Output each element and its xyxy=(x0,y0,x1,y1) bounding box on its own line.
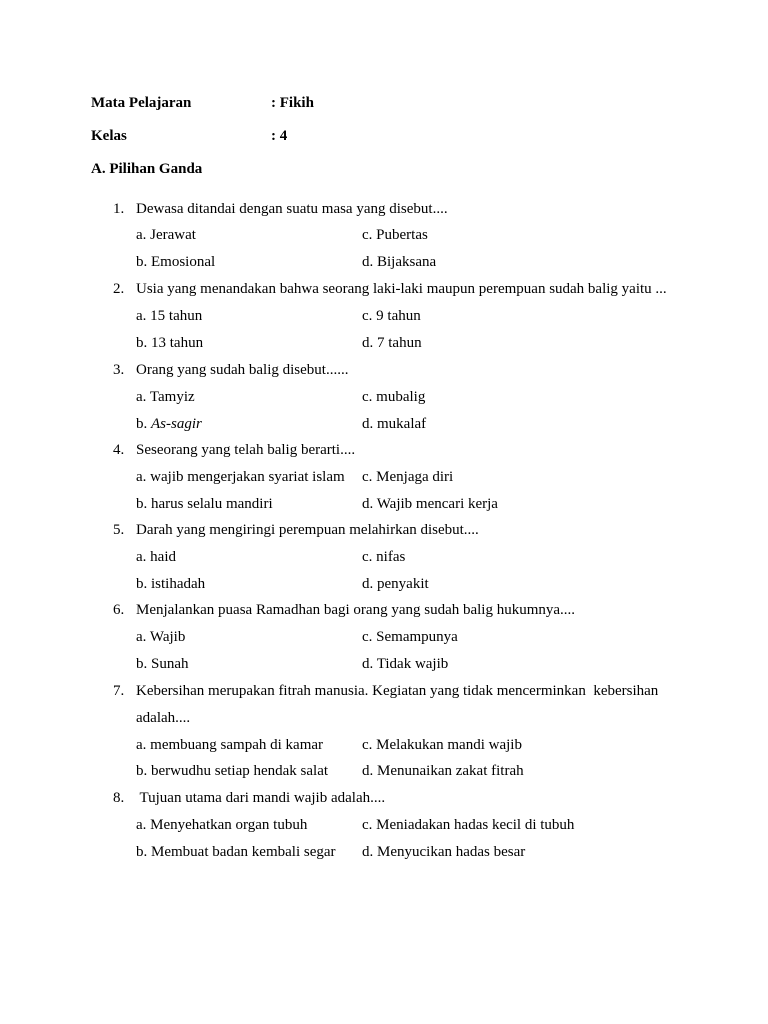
question-number: 7. xyxy=(113,683,125,699)
option-a: a. wajib mengerjakan syariat islam xyxy=(136,469,345,485)
option-c: c. 9 tahun xyxy=(362,308,421,324)
option-b: b. Membuat badan kembali segar xyxy=(136,844,336,860)
option-b xyxy=(136,415,202,433)
option-c: c. Meniadakan hadas kecil di tubuh xyxy=(362,817,575,833)
option-a: a. Jerawat xyxy=(136,227,196,243)
option-a: a. haid xyxy=(136,549,176,565)
question-text: Kebersihan merupakan fitrah manusia. Kegiatan yang tidak mencerminkan kebersihan xyxy=(136,683,659,699)
option-b: b. Sunah xyxy=(136,656,189,672)
option-a: a. membuang sampah di kamar xyxy=(136,737,324,753)
option-b: b. Emosional xyxy=(136,254,216,270)
question-text-continued: adalah.... xyxy=(136,710,191,726)
option-a: a. Tamyiz xyxy=(136,389,195,405)
option-d: d. 7 tahun xyxy=(362,335,422,351)
option-a: a. Menyehatkan organ tubuh xyxy=(136,817,308,833)
option-c: c. mubalig xyxy=(362,389,426,405)
option-b: b. 13 tahun xyxy=(136,335,204,351)
option-c: c. Pubertas xyxy=(362,227,428,243)
question-number: 4. xyxy=(113,442,125,458)
question-text: Dewasa ditandai dengan suatu masa yang disebut.... xyxy=(136,201,448,217)
option-c: c. nifas xyxy=(362,549,406,565)
class-label: Kelas xyxy=(91,128,127,144)
question-text: Tujuan utama dari mandi wajib adalah.... xyxy=(136,790,386,806)
option-a: a. 15 tahun xyxy=(136,308,203,324)
question-text: Orang yang sudah balig disebut...... xyxy=(136,362,349,378)
question-number: 8. xyxy=(113,790,125,806)
question-number: 3. xyxy=(113,362,125,378)
option-d: d. penyakit xyxy=(362,576,429,592)
class-value: : 4 xyxy=(271,128,288,144)
option-c: c. Melakukan mandi wajib xyxy=(362,737,522,753)
option-d: d. Menyucikan hadas besar xyxy=(362,844,526,860)
option-d: d. Menunaikan zakat fitrah xyxy=(362,763,524,779)
subject-label: Mata Pelajaran xyxy=(91,95,192,111)
option-b-italic-term: As-sagir xyxy=(151,416,202,432)
option-b: b. istihadah xyxy=(136,576,206,592)
option-b: b. harus selalu mandiri xyxy=(136,496,273,512)
option-a: a. Wajib xyxy=(136,629,186,645)
option-c: c. Semampunya xyxy=(362,629,458,645)
option-b: b. berwudhu setiap hendak salat xyxy=(136,763,329,779)
section-title: A. Pilihan Ganda xyxy=(91,161,203,177)
option-d: d. mukalaf xyxy=(362,416,427,432)
question-text: Menjalankan puasa Ramadhan bagi orang yang sudah balig hukumnya.... xyxy=(136,602,576,618)
question-number: 5. xyxy=(113,522,125,538)
option-d: d. Bijaksana xyxy=(362,254,437,270)
question-number: 1. xyxy=(113,201,125,217)
option-b-prefix: b. xyxy=(136,416,151,432)
question-number: 2. xyxy=(113,281,125,297)
question-text: Seseorang yang telah balig berarti.... xyxy=(136,442,356,458)
option-c: c. Menjaga diri xyxy=(362,469,454,485)
question-text: Usia yang menandakan bahwa seorang laki-laki maupun perempuan sudah balig yaitu ... xyxy=(136,281,667,297)
question-text: Darah yang mengiringi perempuan melahirkan disebut.... xyxy=(136,522,479,538)
option-d: d. Wajib mencari kerja xyxy=(362,496,498,512)
subject-value: : Fikih xyxy=(271,95,314,111)
option-d: d. Tidak wajib xyxy=(362,656,449,672)
question-number: 6. xyxy=(113,602,125,618)
